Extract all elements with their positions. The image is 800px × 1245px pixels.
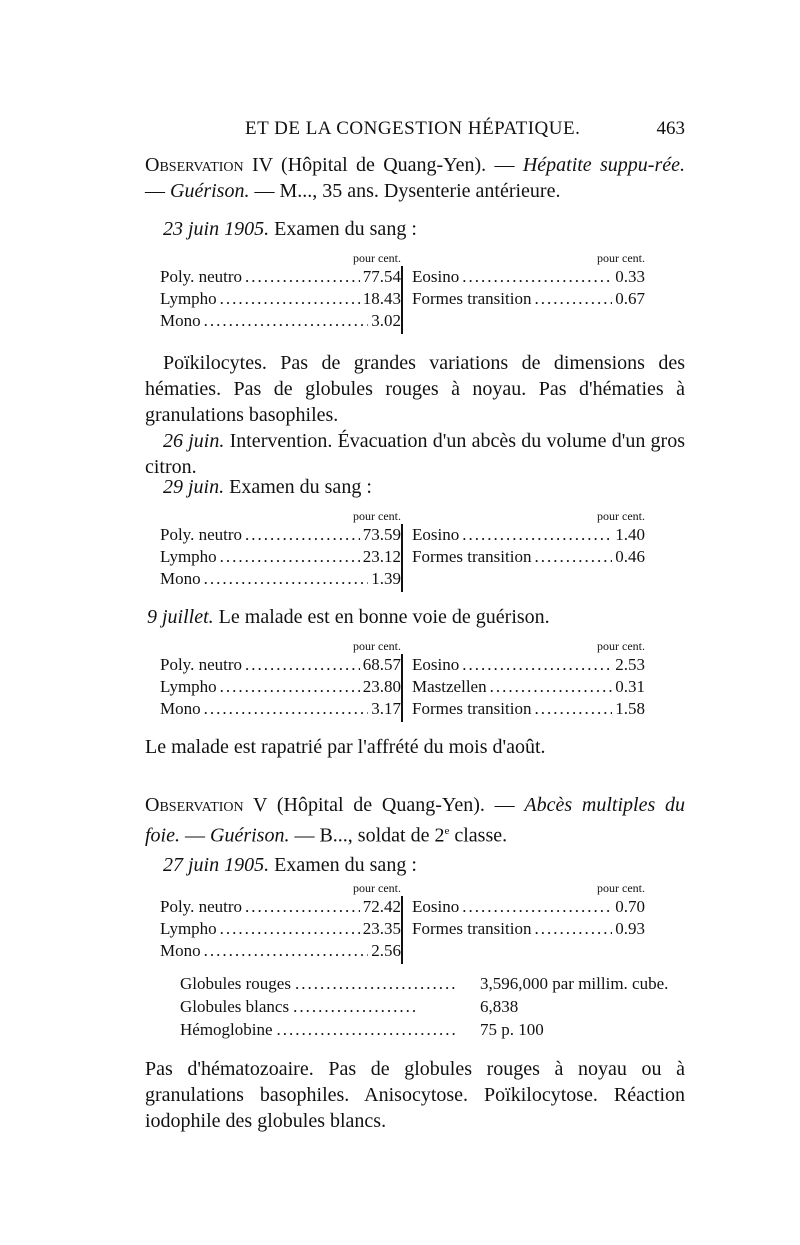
unit-label: pour cent. [353, 509, 401, 523]
table-row [160, 288, 401, 310]
intervention-paragraph [145, 428, 685, 480]
row-value: 0.46 [615, 547, 645, 566]
observation-label: Observation [145, 154, 244, 176]
final-paragraph: Pas d'hématozoaire. Pas de globules rouges à noyau ou à granulations basophiles. Anisocytose. Poïkilocytose. Réaction iodophile des globules blancs. [145, 1058, 685, 1132]
row-value: 2.56 [371, 941, 401, 960]
row-value: 68.57 [362, 655, 401, 674]
row-label: Mono [160, 311, 201, 330]
row-label: Poly. neutro [160, 655, 243, 674]
running-header [145, 118, 685, 142]
row-label: Formes transition [412, 289, 532, 308]
row-label: Formes transition [412, 919, 532, 938]
row-label: Poly. neutro [160, 525, 243, 544]
blood-table-3 [160, 638, 645, 724]
outcome: Guérison. [170, 180, 250, 202]
exam-date: 9 juillet. [147, 606, 214, 628]
row-value: 3.02 [371, 311, 401, 330]
unit-label: pour cent. [353, 251, 401, 265]
row-value: 0.93 [615, 919, 645, 938]
paragraph-poikilocytes: Poïkilocytes. Pas de grandes variations de dimensions des hématies. Pas de globules rouges à noyau. Pas d'hématies à granulations basophiles. [145, 352, 685, 426]
row-label: Formes transition [412, 699, 532, 718]
table-left-column [160, 638, 401, 720]
table-row [412, 546, 645, 568]
exam-date: 23 juin 1905. [163, 218, 270, 240]
unit-label: pour cent. [353, 639, 401, 653]
column-divider [401, 654, 403, 722]
totals-value: 6,838 [480, 997, 519, 1016]
row-value: 3.17 [371, 699, 401, 718]
table-row [412, 654, 645, 676]
diagnosis: Abcès multiples du foie. [145, 794, 685, 847]
exam-dateline-3 [147, 604, 550, 630]
intervention-date: 26 juin. [163, 430, 225, 452]
exam-date: 27 juin 1905. [163, 854, 270, 876]
row-label: Formes transition [412, 547, 532, 566]
table-right-column [412, 250, 645, 310]
row-value: 1.40 [615, 525, 645, 544]
table-left-column [160, 880, 401, 962]
row-value: 0.67 [615, 289, 645, 308]
row-label: Mono [160, 569, 201, 588]
row-value: 23.12 [362, 547, 401, 566]
table-right-column [412, 880, 645, 940]
row-label: Mono [160, 699, 201, 718]
totals-label: Globules rouges [180, 974, 291, 993]
table-row [160, 266, 401, 288]
totals-label: Hémoglobine [180, 1020, 273, 1039]
observation-5-heading [145, 792, 685, 849]
unit-label: pour cent. [353, 881, 401, 895]
table-row [160, 654, 401, 676]
patient-info-end: classe. [449, 824, 508, 847]
table-row [160, 896, 401, 918]
unit-label: pour cent. [597, 639, 645, 653]
row-value: 73.59 [362, 525, 401, 544]
table-row [412, 266, 645, 288]
table-left-column [160, 250, 401, 332]
exam-date: 29 juin. [163, 476, 225, 498]
observation-heading-text: V (Hôpital de Quang-Yen). — [243, 794, 525, 816]
intervention-text: Intervention. Évacuation d'un abcès du volume d'un gros citron. [145, 430, 685, 478]
unit-label: pour cent. [597, 251, 645, 265]
row-label: Lympho [160, 677, 217, 696]
table-row [412, 676, 645, 698]
totals-label: Globules blancs [180, 997, 290, 1016]
row-label: Eosino [412, 897, 460, 916]
table-row [160, 940, 401, 962]
row-value: 0.31 [615, 677, 645, 696]
row-value: 0.33 [615, 267, 645, 286]
unit-label: pour cent. [597, 509, 645, 523]
totals-value: 75 p. 100 [480, 1020, 544, 1039]
row-value: 23.80 [362, 677, 401, 696]
table-row [160, 546, 401, 568]
row-label: Eosino [412, 267, 460, 286]
totals-row [180, 995, 680, 1018]
patient-info: — M..., 35 ans. Dysenterie antérieure. [249, 180, 561, 202]
row-label: Mono [160, 941, 201, 960]
table-row [412, 896, 645, 918]
table-row [412, 698, 645, 720]
dash: — [180, 824, 210, 847]
exam-dateline-2 [163, 474, 372, 500]
row-value: 18.43 [362, 289, 401, 308]
patient-info: — B..., soldat de 2 [289, 824, 445, 847]
column-divider [401, 266, 403, 334]
exam-dateline-4 [163, 852, 417, 878]
exam-text: Examen du sang : [269, 218, 417, 240]
table-row [160, 698, 401, 720]
observation-heading-text: IV (Hôpital de Quang-Yen). — [243, 154, 523, 176]
page-number: 463 [656, 118, 685, 139]
table-right-column [412, 638, 645, 720]
closing-sentence: Le malade est rapatrié par l'affrété du mois d'août. [145, 736, 546, 758]
blood-table-4 [160, 880, 645, 966]
table-left-column [160, 508, 401, 590]
unit-label: pour cent. [597, 881, 645, 895]
totals-row [180, 1018, 680, 1041]
diagnosis: Hépatite suppu-rée. [522, 154, 685, 176]
running-title: ET DE LA CONGESTION HÉPATIQUE. [245, 118, 581, 139]
table-row [160, 310, 401, 332]
row-label: Eosino [412, 525, 460, 544]
exam-text: Examen du sang : [269, 854, 417, 876]
row-label: Poly. neutro [160, 267, 243, 286]
outcome: Guérison. [210, 824, 290, 847]
table-right-column [412, 508, 645, 568]
row-label: Lympho [160, 547, 217, 566]
observation-label: Observation [145, 794, 244, 816]
superscript: e [444, 825, 450, 837]
exam-dateline-1 [163, 216, 417, 242]
blood-count-totals [180, 972, 680, 1041]
row-label: Poly. neutro [160, 897, 243, 916]
row-value: 23.35 [362, 919, 401, 938]
table-row [160, 918, 401, 940]
table-row [412, 918, 645, 940]
row-value: 0.70 [615, 897, 645, 916]
row-value: 72.42 [362, 897, 401, 916]
row-value: 1.58 [615, 699, 645, 718]
table-row [160, 568, 401, 590]
row-value: 1.39 [371, 569, 401, 588]
observation-4-heading [145, 152, 685, 204]
exam-text: Le malade est en bonne voie de guérison. [213, 606, 550, 628]
row-label: Eosino [412, 655, 460, 674]
row-label: Lympho [160, 919, 217, 938]
row-value: 2.53 [615, 655, 645, 674]
dash: — [145, 180, 170, 202]
table-row [412, 524, 645, 546]
table-row [160, 524, 401, 546]
row-value: 77.54 [362, 267, 401, 286]
blood-table-2 [160, 508, 645, 594]
table-row [160, 676, 401, 698]
row-label: Lympho [160, 289, 217, 308]
exam-text: Examen du sang : [224, 476, 372, 498]
totals-value: 3,596,000 par millim. cube. [480, 974, 669, 993]
column-divider [401, 524, 403, 592]
column-divider [401, 896, 403, 964]
totals-row [180, 972, 680, 995]
row-label: Mastzellen [412, 677, 487, 696]
table-row [412, 288, 645, 310]
blood-table-1 [160, 250, 645, 336]
